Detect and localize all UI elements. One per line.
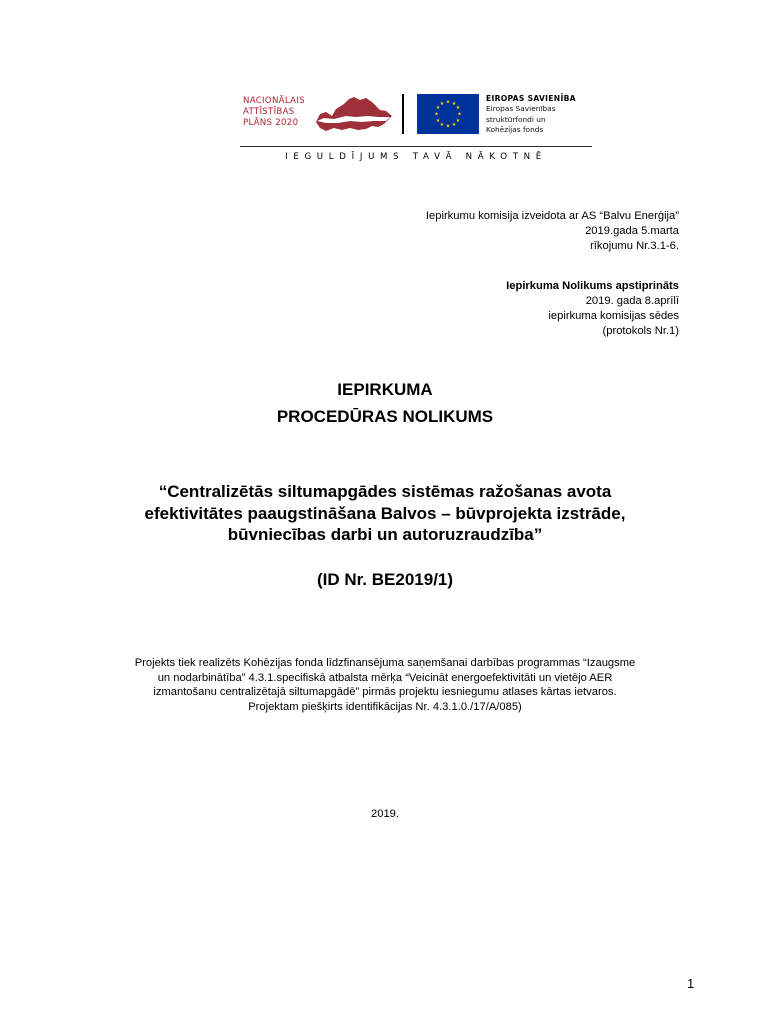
project-description [0,656,770,714]
title-line: IEPIRKUMA [337,380,433,399]
approval-line: (protokols Nr.1) [602,325,679,337]
nap-line: NACIONĀLAIS [243,96,305,106]
header-rule [240,146,592,147]
eu-line: Eiropas Savienības [486,104,556,113]
project-line: Projektam piešķirts identifikācijas Nr. 4.3.1.0./17/A/085) [248,700,522,713]
svg-text:★: ★ [435,118,441,124]
procurement-subject [0,481,770,546]
eu-logo-text [486,93,626,136]
svg-text:★: ★ [445,99,451,106]
document-year: 2019. [371,808,399,820]
page-number: 1 [687,976,695,991]
approval-block [506,279,679,339]
nap-line: PLĀNS 2020 [243,118,299,128]
latvia-map-icon [314,94,394,134]
svg-text:★: ★ [451,101,457,107]
svg-text:★: ★ [434,111,439,118]
approval-line: 2019. gada 8.aprīlī [585,295,679,307]
logo-divider [402,94,404,134]
nap-line: ATTĪSTĪBAS [243,107,295,117]
subject-line: “Centralizētās siltumapgādes sistēmas ražošanas avota [158,482,612,501]
svg-text:★: ★ [457,111,462,118]
svg-text:★: ★ [445,123,451,130]
svg-text:★: ★ [455,118,461,124]
project-line: izmantošanu centralizētajā siltumapgādē” pirmās projektu iesniegumu atlases kārtas ietvaros. [153,686,617,698]
subject-line: būvniecības darbi un autoruzraudzība” [227,525,543,544]
commission-line: rīkojumu Nr.3.1-6. [590,240,679,252]
project-line: Projekts tiek realizēts Kohēzijas fonda līdzfinansējuma saņemšanai darbības programmas “Izaugsme [134,657,636,669]
procurement-id: (ID Nr. BE2019/1) [316,570,454,589]
investment-slogan: IEGULDĪJUMS TAVĀ NĀKOTNĒ [285,152,547,162]
title-line: PROCEDŪRAS NOLIKUMS [276,407,494,426]
svg-text:★: ★ [451,122,457,128]
document-title [0,376,770,430]
commission-line: 2019.gada 5.marta [585,225,679,237]
svg-text:★: ★ [439,122,445,128]
commission-line: Iepirkumu komisija izveidota ar AS “Balvu Enerģija” [425,210,679,222]
svg-text:★: ★ [439,101,445,107]
svg-text:★: ★ [455,105,461,111]
subject-line: efektivitātes paaugstināšana Balvos – būvprojekta izstrāde, [144,503,626,523]
nap2020-logo-text [243,96,309,129]
eu-flag-icon [417,94,479,134]
svg-text:★: ★ [435,105,441,111]
eu-title: EIROPAS SAVIENĪBA [486,94,576,103]
commission-block [426,209,679,254]
eu-line: struktūrfondi un [486,114,546,124]
approval-line: iepirkuma komisijas sēdes [548,310,679,322]
approval-heading: Iepirkuma Nolikums apstiprināts [506,280,679,292]
project-line: un nodarbinātība” 4.3.1.specifiskā atbalsta mērķa “Veicināt energoefektivitāti un vietējo AER [157,671,613,684]
eu-line: Kohēzijas fonds [486,125,544,134]
